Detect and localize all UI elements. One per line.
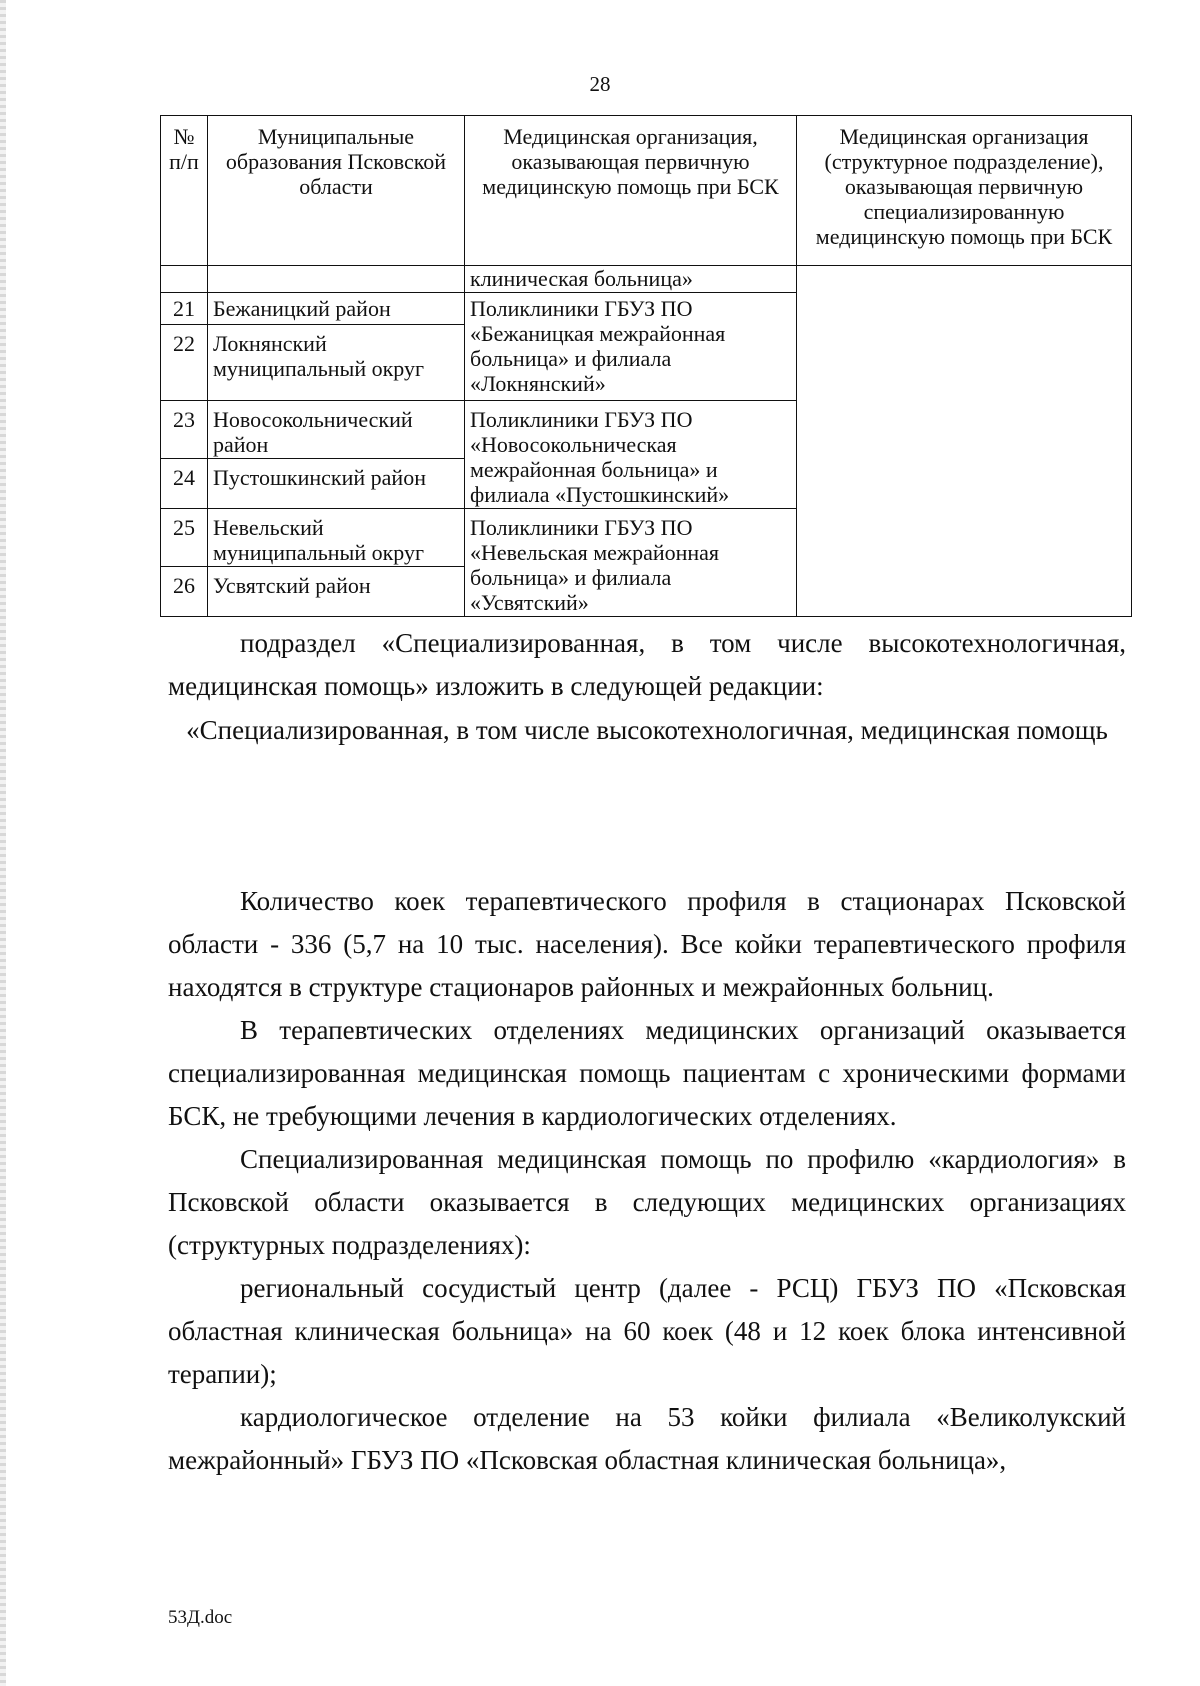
paragraph: кардиологическое отделение на 53 койки филиала «Великолукский межрайонный» ГБУЗ ПО «Псковская областная клиническая больница», xyxy=(168,1402,1126,1475)
page-number: 28 xyxy=(589,72,611,96)
row-organization: Поликлиники ГБУЗ ПО «Бежаницкая межрайонная больница» и филиала «Локнянский» xyxy=(465,293,797,401)
row-organization-continuation: клиническая больница» xyxy=(465,266,797,293)
table-row-continuation xyxy=(161,266,1132,293)
specialized-care-cell xyxy=(797,266,1132,617)
row-organization: Поликлиники ГБУЗ ПО «Невельская межрайонная больница» и филиала «Усвятский» xyxy=(465,509,797,617)
row-number xyxy=(161,266,208,293)
row-municipality xyxy=(208,266,465,293)
paragraph: Специализированная медицинская помощь по профилю «кардиология» в Псковской области оказывается в следующих медицинских организациях (структурных подразделениях): xyxy=(168,1144,1126,1260)
row-number: 21 xyxy=(161,293,208,325)
row-number: 26 xyxy=(161,567,208,617)
row-municipality: Новосокольнический район xyxy=(208,401,465,459)
header-municipality: Муниципальные образования Псковской области xyxy=(208,116,465,266)
row-organization: Поликлиники ГБУЗ ПО «Новосокольническая межрайонная больница» и филиала «Пустошкинский» xyxy=(465,401,797,509)
table-header-row xyxy=(161,116,1132,266)
paragraph: подраздел «Специализированная, в том числе высокотехнологичная, медицинская помощь» изложить в следующей редакции: xyxy=(168,628,1126,701)
medical-organizations-table xyxy=(160,115,1132,617)
row-municipality: Невельский муниципальный округ xyxy=(208,509,465,567)
row-number: 22 xyxy=(161,325,208,401)
row-number: 23 xyxy=(161,401,208,459)
row-municipality: Усвятский район xyxy=(208,567,465,617)
header-number: № п/п xyxy=(161,116,208,266)
body-text-main xyxy=(168,880,1126,1482)
section-heading: «Специализированная, в том числе высокотехнологичная, медицинская помощь xyxy=(186,715,1108,745)
paragraph: Количество коек терапевтического профиля в стационарах Псковской области - 336 (5,7 на 10 тыс. населения). Все койки терапевтического профиля находятся в структуре стационаров районных и межрайонных больниц. xyxy=(168,886,1126,1002)
body-text-top xyxy=(168,622,1126,752)
document-filename: 53Д.doc xyxy=(168,1607,233,1628)
paragraph: региональный сосудистый центр (далее - РСЦ) ГБУЗ ПО «Псковская областная клиническая больница» на 60 коек (48 и 12 коек блока интенсивной терапии); xyxy=(168,1273,1126,1389)
row-number: 25 xyxy=(161,509,208,567)
header-primary-care: Медицинская организация, оказывающая первичную медицинскую помощь при БСК xyxy=(465,116,797,266)
row-number: 24 xyxy=(161,459,208,509)
paragraph: В терапевтических отделениях медицинских организаций оказывается специализированная медицинская помощь пациентам с хроническими формами БСК, не требующими лечения в кардиологических отделениях. xyxy=(168,1015,1126,1131)
header-specialized-care: Медицинская организация (структурное подразделение), оказывающая первичную специализированную медицинскую помощь при БСК xyxy=(797,116,1132,266)
row-municipality: Локнянский муниципальный округ xyxy=(208,325,465,401)
row-municipality: Бежаницкий район xyxy=(208,293,465,325)
scan-edge xyxy=(0,0,6,1686)
row-municipality: Пустошкинский район xyxy=(208,459,465,509)
